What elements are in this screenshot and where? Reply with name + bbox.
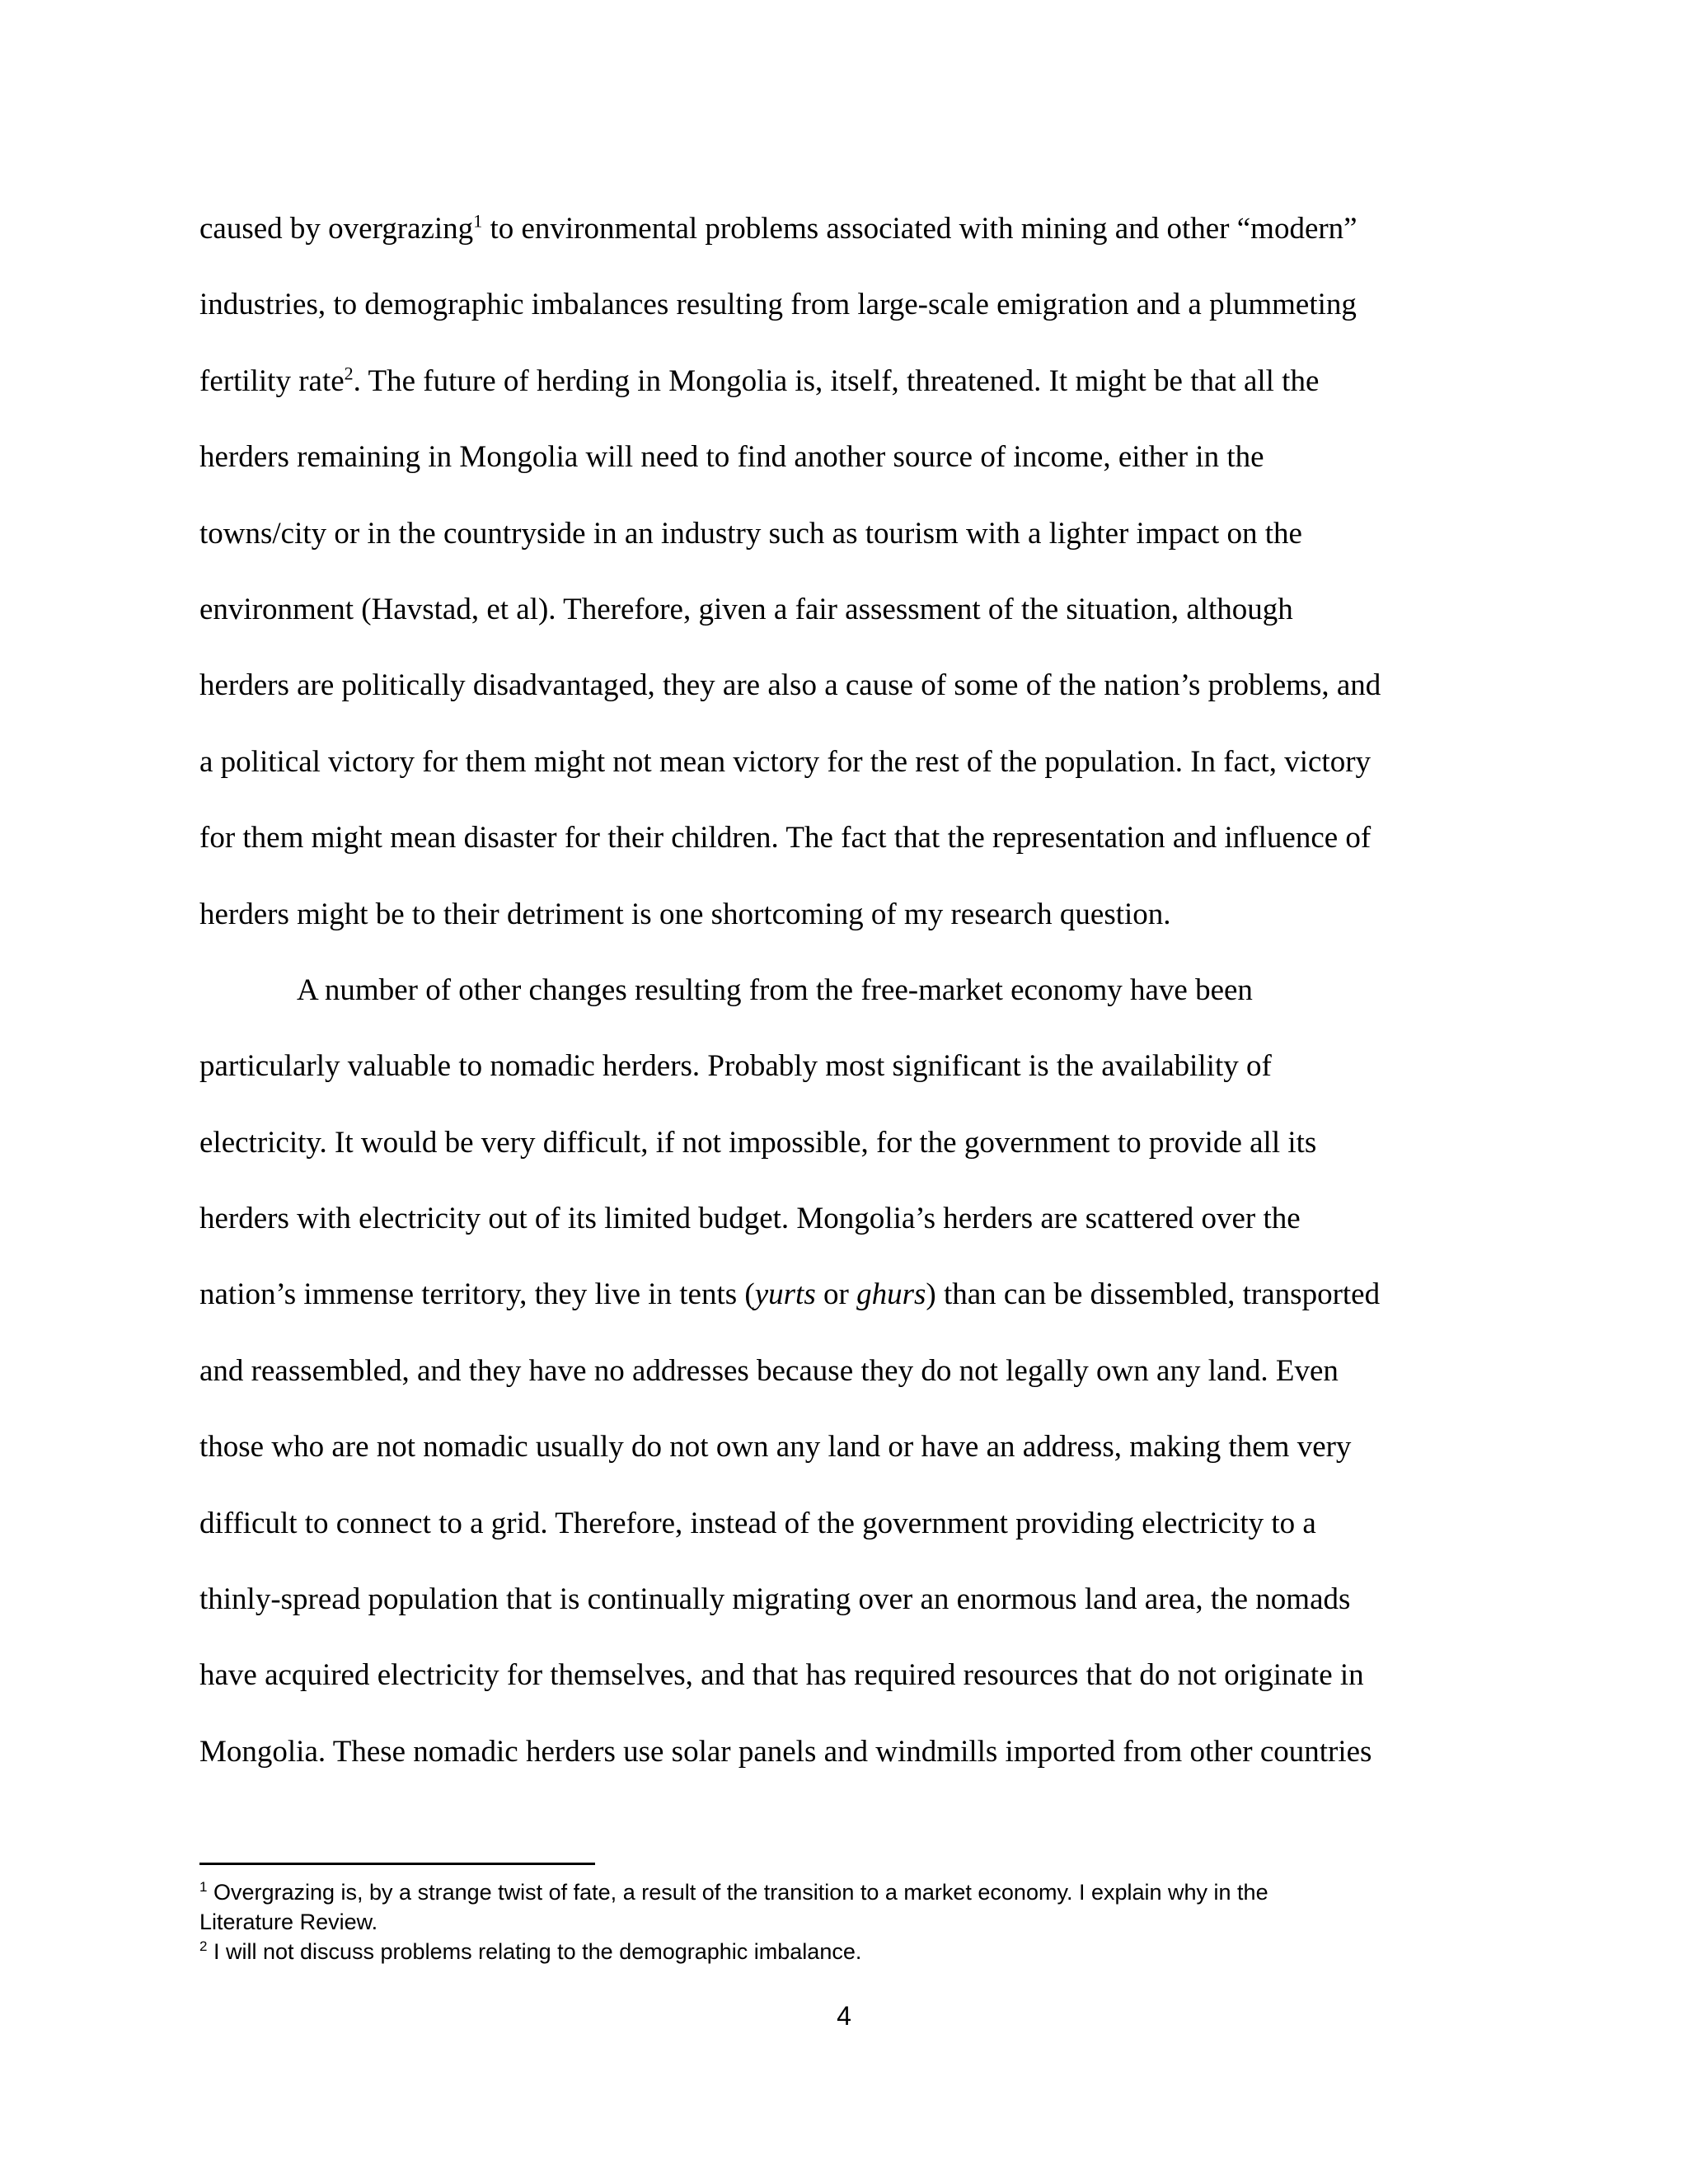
text-line: herders remaining in Mongolia will need to find another source of income, either in the [199, 440, 1264, 475]
text-line: herders with electricity out of its limited budget. Mongolia’s herders are scattered over the [199, 1202, 1301, 1236]
body-text [199, 191, 1490, 1790]
text-line: herders might be to their detriment is one shortcoming of my research question. [199, 897, 1171, 931]
footnote-2: $^2$ I will not discuss problems relating to the demographic imbalance. [199, 1938, 862, 1964]
footnote-separator [199, 1863, 595, 1865]
text-line: for them might mean disaster for their children. The fact that the representation and influence of [199, 821, 1372, 855]
footnote-1: $^1$ Overgrazing is, by a strange twist of fate, a result of the transition to a market economy. I explain why in the Literature Review. [199, 1879, 1268, 1934]
page-number: 4 [837, 2001, 851, 2031]
text-line: have acquired electricity for themselves, and that has required resources that do not originate in [199, 1658, 1364, 1693]
text-line: herders are politically disadvantaged, they are also a cause of some of the nation’s problems, and [199, 668, 1381, 703]
text-line: towns/city or in the countryside in an industry such as tourism with a lighter impact on the [199, 516, 1302, 551]
text-line: environment (Havstad, et al). Therefore, given a fair assessment of the situation, although [199, 592, 1293, 626]
text-line: electricity. It would be very difficult, if not impossible, for the government to provide all its [199, 1125, 1317, 1160]
text-line: a political victory for them might not mean victory for the rest of the population. In fact, victory [199, 744, 1372, 779]
footnotes [199, 1877, 1490, 1966]
text-line: difficult to connect to a grid. Therefore, instead of the government providing electricity to a [199, 1506, 1316, 1540]
footnote-marker: 1 [199, 1879, 208, 1895]
text-line: industries, to demographic imbalances resulting from large-scale emigration and a plummeting [199, 288, 1357, 322]
footnote-ref-1: 1 [473, 210, 483, 232]
italic-term-ghurs: ghurs [856, 1277, 926, 1312]
text-line: Mongolia. These nomadic herders use solar panels and windmills imported from other countries [199, 1734, 1372, 1769]
footnote-marker: 2 [199, 1938, 208, 1954]
text-line: and reassembled, and they have no addresses because they do not legally own any land. Even [199, 1353, 1339, 1388]
text-line: caused by overgrazing$^1$ to environmental problems associated with mining and other “modern” [199, 210, 1357, 246]
text-line: nation’s immense territory, they live in tents (yurts or ghurs) than can be dissembled, transported [199, 1277, 1381, 1312]
text-line: thinly-spread population that is continually migrating over an enormous land area, the nomads [199, 1582, 1351, 1617]
italic-term-yurts: yurts [754, 1277, 816, 1312]
text-line: those who are not nomadic usually do not own any land or have an address, making them very [199, 1430, 1352, 1465]
text-line: particularly valuable to nomadic herders. Probably most significant is the availability of [199, 1049, 1272, 1084]
paragraph-start-line: A number of other changes resulting from the free-market economy have been [297, 972, 1253, 1007]
text-line: fertility rate$^2$. The future of herding in Mongolia is, itself, threatened. It might be that all the [199, 363, 1320, 398]
footnote-ref-2: 2 [344, 363, 354, 384]
